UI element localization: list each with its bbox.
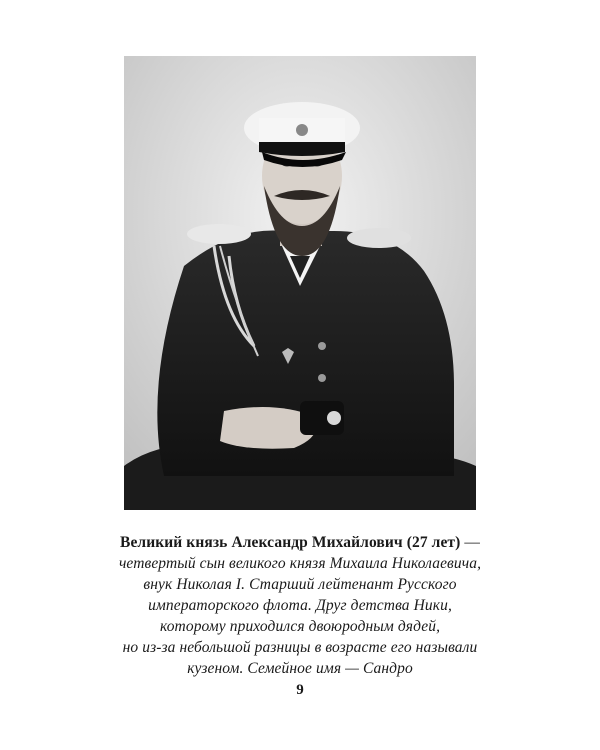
caption-line: которому приходился двоюродным дядей, xyxy=(159,618,441,635)
portrait-illustration xyxy=(124,56,476,510)
caption-line: императорского флота. Друг детства Ники, xyxy=(148,597,452,614)
caption-line: четвертый сын великого князя Михаила Николаевича, xyxy=(118,555,482,572)
page-number: 9 xyxy=(296,682,304,698)
caption-lead: Великий князь Александр Михайлович (27 лет) xyxy=(120,534,461,551)
caption-line: внук Николая I. Старший лейтенант Русского xyxy=(143,576,457,593)
caption-line: но из-за небольшой разницы в возрасте его называли xyxy=(122,639,478,656)
portrait-photo xyxy=(124,56,476,510)
photo-caption xyxy=(60,532,540,679)
caption-lead-dash: — xyxy=(460,534,480,551)
caption-line: кузеном. Семейное имя — Сандро xyxy=(187,660,413,677)
